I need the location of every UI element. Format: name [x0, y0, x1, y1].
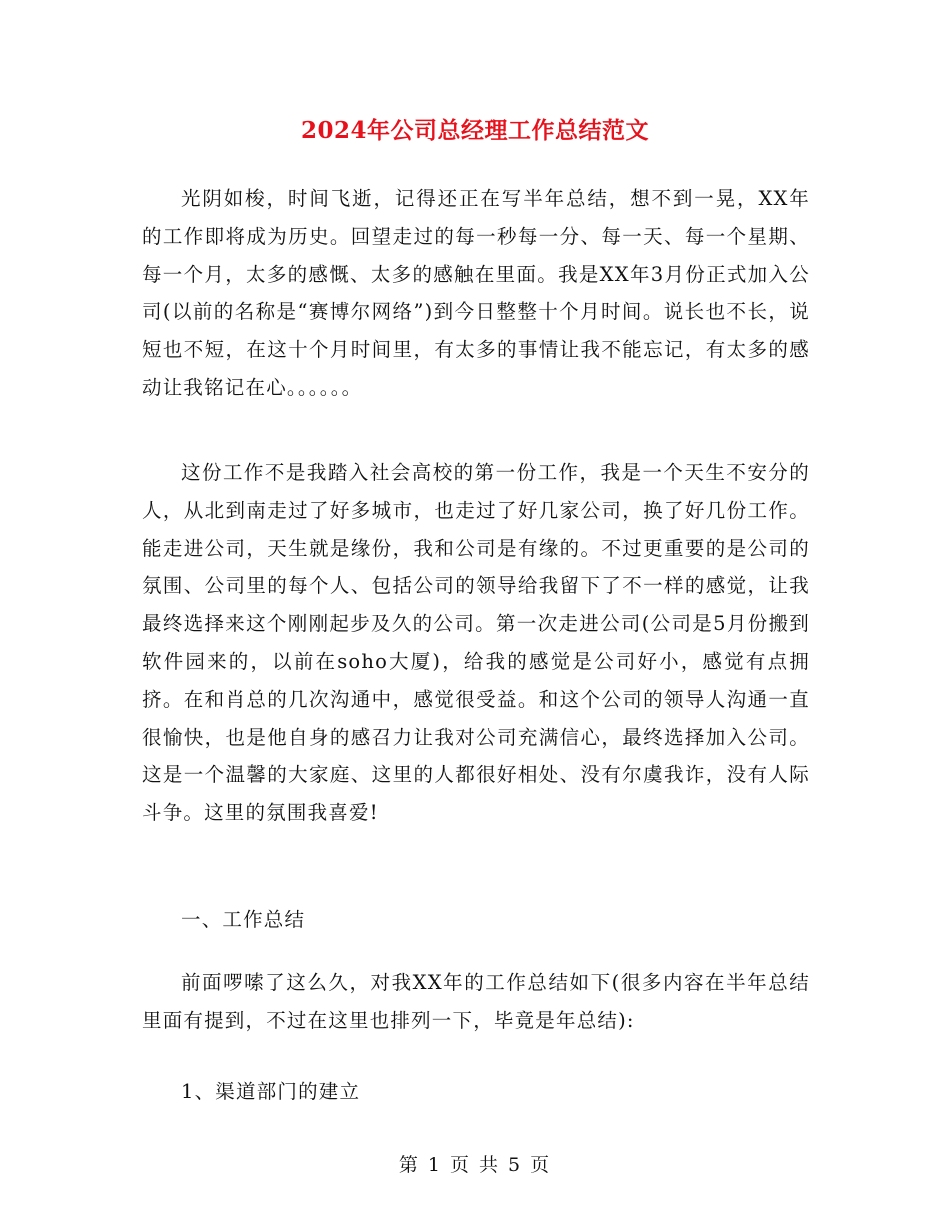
document-title: 2024年公司总经理工作总结范文: [300, 117, 649, 144]
page-number-footer: 第 1 页 共 5 页: [398, 1154, 552, 1176]
paragraph-intro: 光阴如梭，时间飞逝，记得还正在写半年总结，想不到一晃，XX年的工作即将成为历史。回望走过的每一秒每一分、每一天、每一个星期、每一个月，太多的感慨、太多的感触在里面。我是XX年3月份正式加入公司(以前的名称是“赛博尔网络”)到今日整整十个月时间。说长也不长，说短也不短，在这十个月时间里，有太多的事情让我不能忘记，有太多的感动让我铭记在心。。。。。。: [142, 187, 810, 399]
paragraph-summary-intro: 前面啰嗦了这么久，对我XX年的工作总结如下(很多内容在半年总结里面有提到，不过在这里也排列一下，毕竟是年总结):: [142, 971, 810, 1032]
section-heading-work-summary: 一、工作总结: [181, 908, 306, 931]
paragraph-background: 这份工作不是我踏入社会高校的第一份工作，我是一个天生不安分的人，从北到南走过了好多城市，也走过了好几家公司，换了好几份工作。能走进公司，天生就是缘份，我和公司是有缘的。不过更重要的是公司的氛围、公司里的每个人、包括公司的领导给我留下了不一样的感觉，让我最终选择来这个刚刚起步及久的公司。第一次走进公司(公司是5月份搬到软件园来的，以前在soho大厦)，给我的感觉是公司好小，感觉有点拥挤。在和肖总的几次沟通中，感觉很受益。和这个公司的领导人沟通一直很愉快，也是他自身的感召力让我对公司充满信心，最终选择加入公司。这是一个温馨的大家庭、这里的人都很好相处、没有尔虞我诈，没有人际斗争。这里的氛围我喜爱!: [142, 461, 810, 825]
subsection-heading-channel: 1、渠道部门的建立: [181, 1080, 361, 1103]
